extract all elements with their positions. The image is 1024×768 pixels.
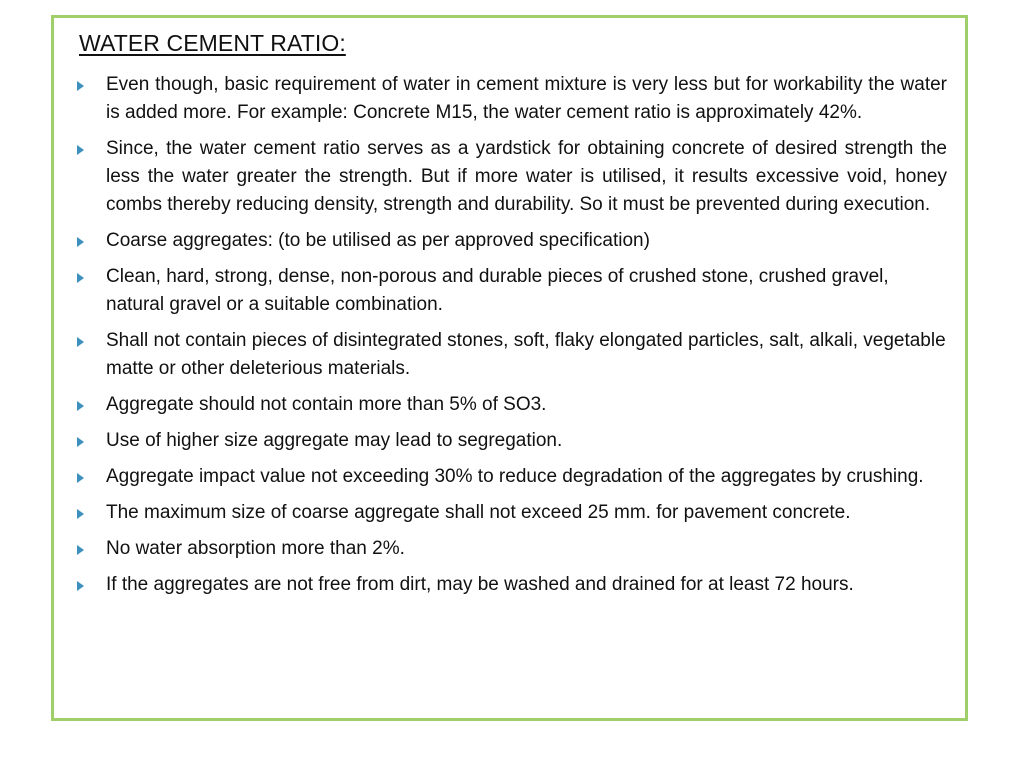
bullet-item — [74, 263, 947, 319]
triangle-right-icon — [77, 437, 84, 447]
bullet-text: Use of higher size aggregate may lead to segregation. — [106, 430, 563, 451]
bullet-item — [74, 71, 947, 127]
slide-frame — [51, 15, 968, 721]
bullet-text: Aggregate impact value not exceeding 30% to reduce degradation of the aggregates by crushing. — [106, 466, 924, 487]
bullet-text: Even though, basic requirement of water in cement mixture is very less but for workability the water is added more. For example: Concrete M15, the water cement ratio is approximately 42%. — [106, 74, 947, 123]
bullet-item — [74, 535, 947, 563]
triangle-right-icon — [77, 545, 84, 555]
bullet-text: If the aggregates are not free from dirt, may be washed and drained for at least 72 hours. — [106, 574, 854, 595]
bullet-item — [74, 391, 947, 419]
bullet-list — [74, 71, 947, 607]
bullet-text: No water absorption more than 2%. — [106, 538, 405, 559]
triangle-right-icon — [77, 145, 84, 155]
bullet-item — [74, 463, 947, 491]
bullet-item — [74, 227, 947, 255]
triangle-right-icon — [77, 81, 84, 91]
triangle-right-icon — [77, 337, 84, 347]
bullet-text: Coarse aggregates: (to be utilised as per approved specification) — [106, 230, 650, 251]
bullet-item — [74, 135, 947, 219]
triangle-right-icon — [77, 581, 84, 591]
bullet-text: Since, the water cement ratio serves as a yardstick for obtaining concrete of desired strength the less the water greater the strength. But if more water is utilised, it results excessive void, honey combs thereby reducing density, strength and durability. So it must be prevented during execution. — [106, 138, 947, 215]
triangle-right-icon — [77, 237, 84, 247]
bullet-item — [74, 571, 947, 599]
slide-title: WATER CEMENT RATIO: — [79, 30, 346, 56]
bullet-item — [74, 499, 947, 527]
bullet-text: Shall not contain pieces of disintegrated stones, soft, flaky elongated particles, salt, alkali, vegetable matte or other deleterious materials. — [106, 330, 946, 379]
bullet-text: Clean, hard, strong, dense, non-porous and durable pieces of crushed stone, crushed gravel, natural gravel or a suitable combination. — [106, 266, 889, 315]
triangle-right-icon — [77, 273, 84, 283]
bullet-item — [74, 327, 947, 383]
bullet-text: Aggregate should not contain more than 5% of SO3. — [106, 394, 547, 415]
bullet-text: The maximum size of coarse aggregate shall not exceed 25 mm. for pavement concrete. — [106, 502, 851, 523]
triangle-right-icon — [77, 509, 84, 519]
triangle-right-icon — [77, 473, 84, 483]
bullet-item — [74, 427, 947, 455]
triangle-right-icon — [77, 401, 84, 411]
